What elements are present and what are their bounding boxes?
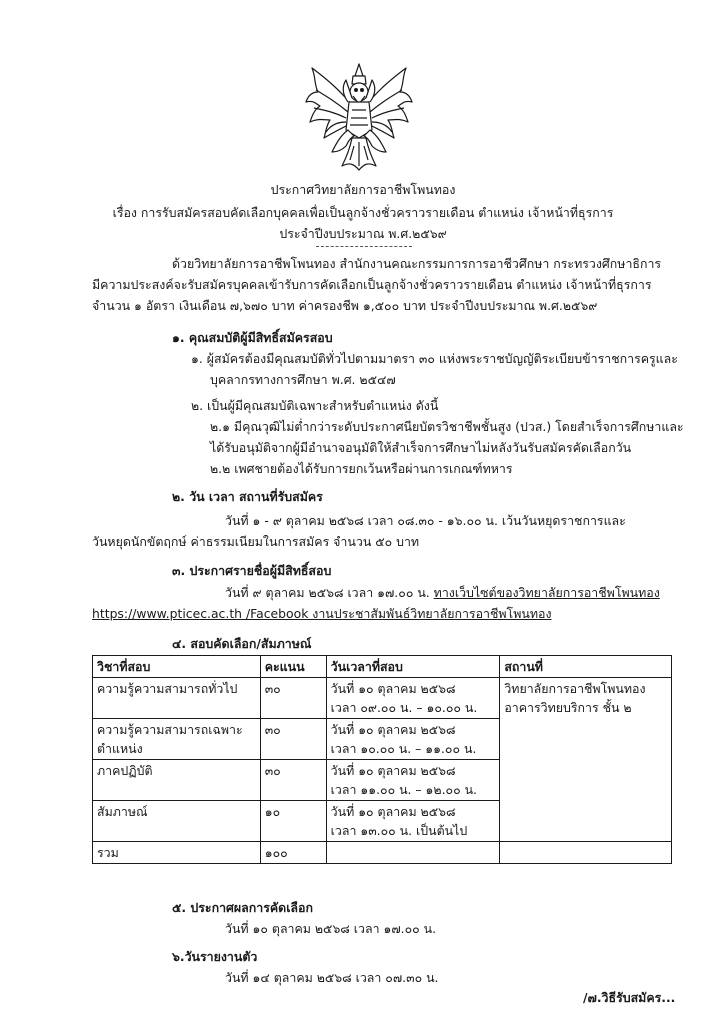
continuation-note: /๗.วิธีรับสมัคร... (583, 990, 676, 1005)
subject-cell: ภาคปฏิบัติ (93, 760, 261, 801)
section-3-line-2 (92, 606, 552, 622)
exam-date: วันที่ ๑๐ ตุลาคม ๒๕๖๘ (330, 804, 456, 819)
section-2-heading: ๒. วัน เวลา สถานที่รับสมัคร (172, 489, 323, 504)
exam-date: วันที่ ๑๐ ตุลาคม ๒๕๖๘ (330, 763, 456, 778)
header-divider (316, 246, 412, 247)
section-1-item-2-1-line-2: ได้รับอนุมัติจากผู้มีอำนาจอนุมัติให้สำเร็จการศึกษาไม่หลังวันรับสมัครคัดเลือกวัน (210, 440, 632, 455)
section-5-line: วันที่ ๑๐ ตุลาคม ๒๕๖๘ เวลา ๑๗.๐๐ น. (225, 921, 437, 936)
section-1-item-2: ๒. เป็นผู้มีคุณสมบัติเฉพาะสำหรับตำแหน่ง ดังนี้ (191, 398, 439, 413)
section-6-line: วันที่ ๑๔ ตุลาคม ๒๕๖๘ เวลา ๐๗.๓๐ น. (225, 970, 439, 985)
datetime-cell (326, 719, 500, 760)
section-3-line-1 (225, 585, 660, 601)
facebook-link[interactable]: /Facebook งานประชาสัมพันธ์วิทยาลัยการอาชีพโพนทอง (242, 606, 552, 621)
exam-date: วันที่ ๑๐ ตุลาคม ๒๕๖๘ (330, 722, 456, 737)
column-header-subject: วิชาที่สอบ (93, 656, 261, 678)
total-score: ๑๐๐ (260, 842, 326, 864)
website-link[interactable]: ทางเว็บไซต์ของวิทยาลัยการอาชีพโพนทอง (433, 585, 660, 600)
announcement-subject: เรื่อง การรับสมัครสอบคัดเลือกบุคคลเพื่อเป็นลูกจ้างชั่วคราวรายเดือน ตำแหน่ง เจ้าหน้าที่ธุรการ (112, 205, 614, 220)
garuda-emblem-icon (302, 62, 416, 174)
intro-line-2: มีความประสงค์จะรับสมัครบุคคลเข้ารับการคัดเลือกเป็นลูกจ้างชั่วคราวรายเดือน ตำแหน่ง เจ้าหน้าที่ธุรการ (92, 277, 652, 292)
score-cell: ๑๐ (260, 801, 326, 842)
column-header-score: คะแนน (260, 656, 326, 678)
table-header-row (93, 656, 672, 678)
exam-time: เวลา ๑๐.๐๐ น. – ๑๑.๐๐ น. (330, 741, 477, 756)
table-row (93, 678, 672, 719)
section-1-item-2-2: ๒.๒ เพศชายต้องได้รับการยกเว้นหรือผ่านการเกณฑ์ทหาร (210, 461, 513, 476)
website-url-link[interactable]: https://www.pticec.ac.th (92, 606, 243, 621)
section-2-line-2: วันหยุดนักขัตฤกษ์ ค่าธรรมเนียมในการสมัคร จำนวน ๕๐ บาท (92, 534, 420, 549)
datetime-cell (326, 760, 500, 801)
subject-cell: สัมภาษณ์ (93, 801, 261, 842)
intro-line-3: จำนวน ๑ อัตรา เงินเดือน ๗,๖๗๐ บาท ค่าครองชีพ ๑,๕๐๐ บาท ประจำปีงบประมาณ พ.ศ.๒๕๖๙ (92, 298, 598, 313)
intro-line-1: ด้วยวิทยาลัยการอาชีพโพนทอง สำนักงานคณะกรรมการการอาชีวศึกษา กระทรวงศึกษาธิการ (172, 256, 662, 271)
total-label: รวม (93, 842, 261, 864)
empty-cell (500, 842, 672, 864)
subject-cell (93, 719, 261, 760)
section-6-heading: ๖.วันรายงานตัว (172, 949, 258, 964)
subject-cell: ความรู้ความสามารถทั่วไป (93, 678, 261, 719)
section-1-heading: ๑. คุณสมบัติผู้มีสิทธิ์สมัครสอบ (172, 330, 333, 345)
section-1-item-1-line-2: บุคลากรทางการศึกษา พ.ศ. ๒๕๔๗ (210, 372, 396, 387)
venue-name: วิทยาลัยการอาชีพโพนทอง (504, 681, 646, 696)
fiscal-year: ประจำปีงบประมาณ พ.ศ.๒๕๖๙ (279, 226, 447, 241)
column-header-datetime: วันเวลาที่สอบ (326, 656, 500, 678)
section-2-line-1: วันที่ ๑ - ๙ ตุลาคม ๒๕๖๘ เวลา ๐๘.๓๐ - ๑๖.๐๐ น. เว้นวันหยุดราชการและ (225, 513, 626, 528)
exam-time: เวลา ๑๑.๐๐ น. – ๑๒.๐๐ น. (330, 782, 477, 797)
subject-line: ความรู้ความสามารถเฉพาะ (97, 722, 243, 737)
exam-time: เวลา ๑๓.๐๐ น. เป็นต้นไป (330, 823, 468, 838)
section-1-item-2-1-line-1: ๒.๑ มีคุณวุฒิไม่ต่ำกว่าระดับประกาศนียบัตรวิชาชีพชั้นสูง (ปวส.) โดยสำเร็จการศึกษาและ (210, 419, 684, 434)
subject-line: ตำแหน่ง (97, 741, 143, 756)
empty-cell (326, 842, 500, 864)
venue-cell (500, 678, 672, 842)
section-5-heading: ๕. ประกาศผลการคัดเลือก (172, 900, 313, 915)
column-header-venue: สถานที่ (500, 656, 672, 678)
table-total-row (93, 842, 672, 864)
announcement-title: ประกาศวิทยาลัยการอาชีพโพนทอง (270, 182, 456, 197)
exam-date: วันที่ ๑๐ ตุลาคม ๒๕๖๘ (330, 681, 456, 696)
datetime-cell (326, 678, 500, 719)
section-1-item-1-line-1: ๑. ผู้สมัครต้องมีคุณสมบัติทั่วไปตามมาตรา ๓๐ แห่งพระราชบัญญัติระเบียบข้าราชการครูและ (191, 351, 678, 366)
exam-schedule-table (92, 655, 672, 864)
exam-time: เวลา ๐๙.๐๐ น. – ๑๐.๐๐ น. (330, 700, 478, 715)
section-3-date: วันที่ ๙ ตุลาคม ๒๕๖๘ เวลา ๑๗.๐๐ น. (225, 585, 434, 600)
section-3-heading: ๓. ประกาศรายชื่อผู้มีสิทธิ์สอบ (172, 563, 332, 578)
datetime-cell (326, 801, 500, 842)
score-cell: ๓๐ (260, 719, 326, 760)
score-cell: ๓๐ (260, 678, 326, 719)
venue-building: อาคารวิทยบริการ ชั้น ๒ (504, 700, 632, 715)
score-cell: ๓๐ (260, 760, 326, 801)
section-4-heading: ๔. สอบคัดเลือก/สัมภาษณ์ (172, 636, 312, 651)
